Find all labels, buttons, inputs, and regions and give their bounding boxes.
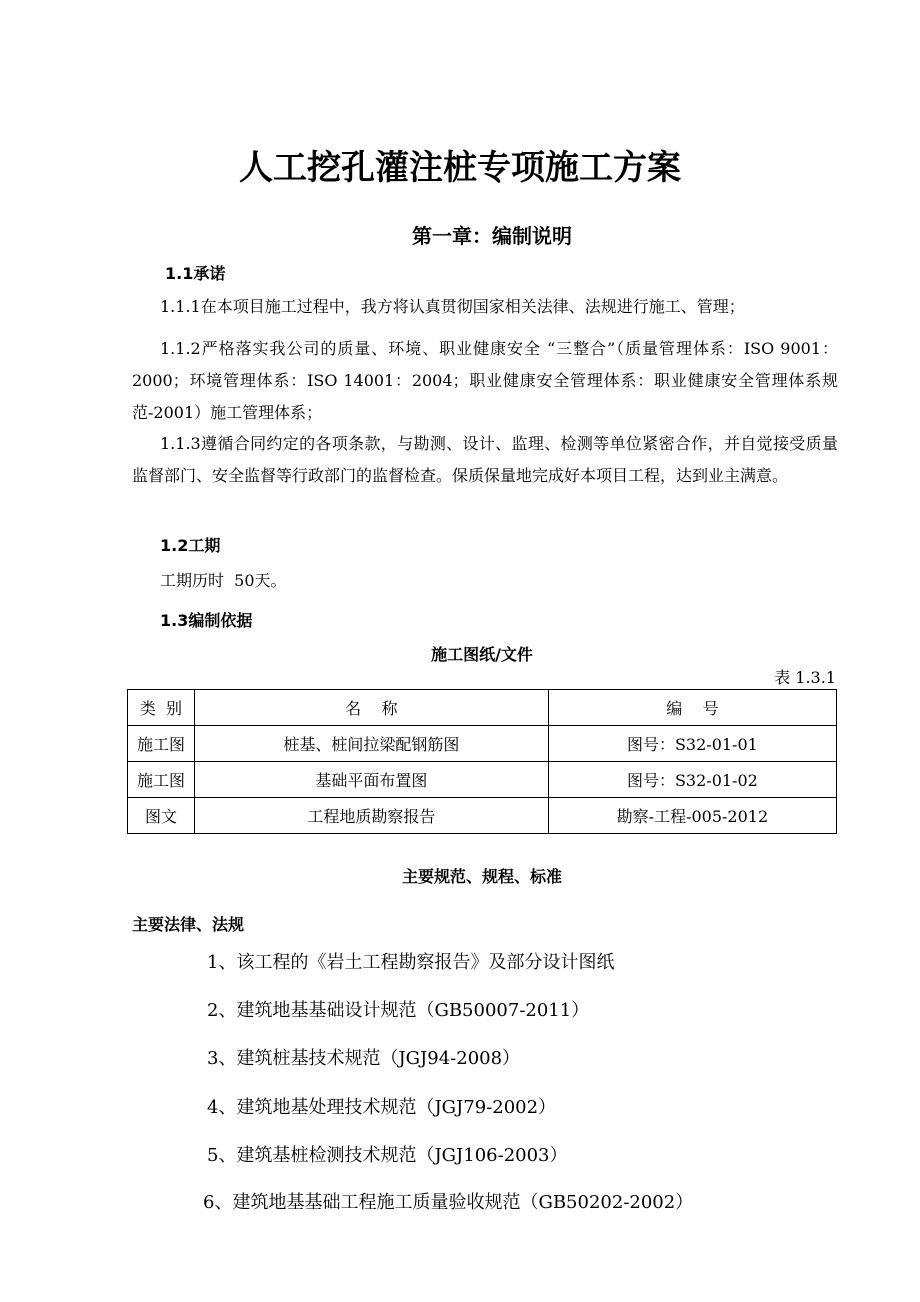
paragraph-1-1-3: 1.1.3遵循合同约定的各项条款，与勘测、设计、监理、检测等单位紧密合作，并自觉接受质量监督部门、安全监督等行政部门的监督检查。保质保量地完成好本项目工程，达到业主满意。 — [132, 434, 838, 485]
table-title: 施工图纸/文件 — [431, 645, 533, 664]
table-row — [128, 762, 837, 798]
cell-name: 基础平面布置图 — [194, 762, 548, 798]
duration-text: 工期历时 50天。 — [160, 571, 287, 590]
cell-category: 施工图 — [128, 726, 195, 762]
paragraph-1-1-1: 1.1.1在本项目施工过程中，我方将认真贯彻国家相关法律、法规进行施工、管理； — [160, 297, 745, 316]
table-header-row — [128, 690, 837, 726]
drawings-table — [127, 689, 837, 834]
cell-number: 图号：S32-01-01 — [548, 726, 836, 762]
standards-title: 主要规范、规程、标准 — [401, 867, 562, 886]
law-item: 6、建筑地基基础工程施工质量验收规范（GB50202-2002） — [203, 1192, 694, 1213]
cell-name: 桩基、桩间拉梁配钢筋图 — [194, 726, 548, 762]
section-heading-1-1: 1.1承诺 — [165, 264, 226, 283]
chapter-heading: 第一章：编制说明 — [412, 224, 572, 248]
cell-name: 工程地质勘察报告 — [194, 798, 548, 834]
cell-category: 施工图 — [128, 762, 195, 798]
cell-number: 勘察-工程-005-2012 — [548, 798, 836, 834]
law-item: 4、建筑地基处理技术规范（JGJ79-2002） — [207, 1097, 557, 1118]
section-heading-1-2: 1.2工期 — [160, 536, 221, 555]
paragraph-1-1-2: 1.1.2严格落实我公司的质量、环境、职业健康安全 “三整合”（质量管理体系：ISO 9001：2000；环境管理体系：ISO 14001：2004；职业健康安全管理体系：职业健康安全管理体系规范-2001）施工管理体系； — [132, 339, 838, 422]
header-number: 编 号 — [548, 690, 836, 726]
table-row — [128, 798, 837, 834]
document-title: 人工挖孔灌注桩专项施工方案 — [239, 148, 681, 188]
table-row — [128, 726, 837, 762]
law-item: 2、建筑地基基础设计规范（GB50007-2011） — [207, 1000, 590, 1021]
law-item: 3、建筑桩基技术规范（JGJ94-2008） — [207, 1048, 521, 1069]
header-category: 类 别 — [128, 690, 195, 726]
laws-heading: 主要法律、法规 — [132, 915, 245, 934]
header-name: 名 称 — [194, 690, 548, 726]
section-heading-1-3: 1.3编制依据 — [160, 611, 253, 630]
law-item: 1、该工程的《岩土工程勘察报告》及部分设计图纸 — [207, 952, 615, 973]
law-item: 5、建筑基桩检测技术规范（JGJ106-2003） — [207, 1145, 568, 1166]
cell-number: 图号：S32-01-02 — [548, 762, 836, 798]
cell-category: 图文 — [128, 798, 195, 834]
table-number: 表 1.3.1 — [774, 668, 836, 687]
